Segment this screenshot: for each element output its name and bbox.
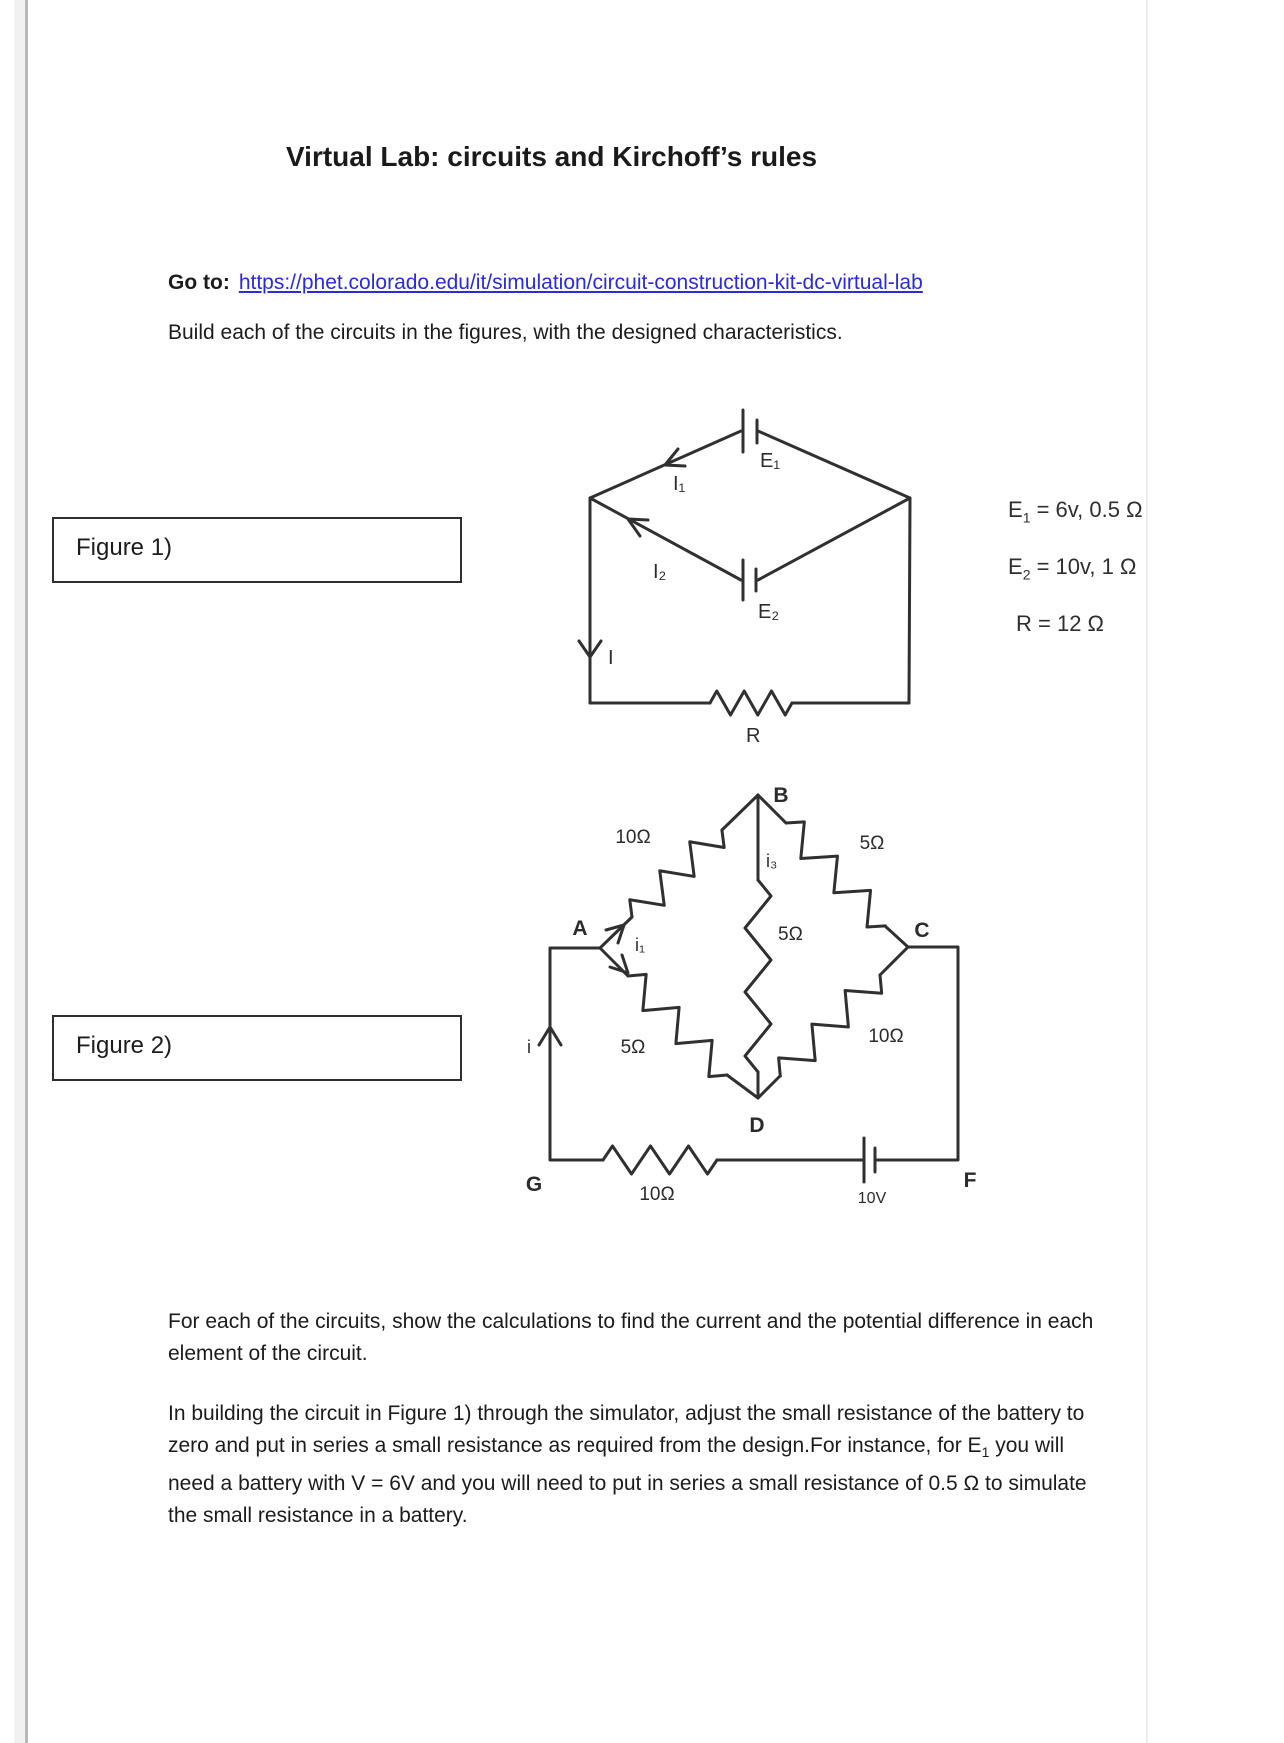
page-left-edge-strip [14,0,25,1743]
instructions-paragraph-1: For each of the circuits, show the calculations to find the current and the potential difference in each element of the circuit. [168,1310,1094,1365]
resistor-zigzag [745,880,771,1072]
wire-right-rail [877,947,958,1160]
resistor-bc-icon [776,813,895,935]
wire-right-rail [909,498,910,703]
goto-label: Go to: [168,271,230,294]
resistor-gf-icon [603,1146,717,1174]
paragraph-2-text-1: In building the circuit in Figure 1) through the simulator, adjust the small resistance of the battery to zero and put in series a small resistance as required from the design.For instance, for E [168,1402,1085,1457]
wire-cd-to-d [758,1076,780,1098]
figure1-circuit [500,360,960,755]
resistor-zigzag [710,691,792,715]
battery-e2-icon [743,560,756,600]
resistor-cd-value: 10Ω [868,1026,904,1047]
param-r: R = 12 Ω [1016,611,1104,636]
resistor-bd-icon [745,880,771,1072]
figure1-label: Figure 1) [76,534,173,561]
wire-topright [758,431,910,498]
wire-ab-to-b [722,795,758,830]
param-e2 [1008,554,1143,583]
node-c: C [914,919,930,942]
figure2-wires [550,795,958,1160]
param-e2-base: E [1008,554,1023,579]
current-i-label: i [527,1037,531,1057]
resistor-ad-value: 5Ω [620,1037,646,1058]
param-e1-value: = 6v, 0.5 Ω [1030,497,1143,522]
paragraph-2-text-2: you will need a battery with V = 6V and you will need to put in series a small resistance of 0.5 Ω to simulate the small resistance in a battery. [168,1434,1087,1528]
battery-10v-icon [864,1138,875,1182]
label-i1: I₁ [673,473,686,495]
instructions-paragraph-2 [168,1398,1113,1532]
resistor-ab-value: 10Ω [615,827,651,848]
current-arrows [539,925,628,1045]
resistor-gf-value: 10Ω [639,1184,675,1205]
wire-left-rail [550,948,603,1160]
battery-10v-value: 10V [857,1190,887,1207]
resistor-ad-icon [618,966,737,1085]
battery-e1-icon [743,410,757,452]
label-i2: I₂ [653,561,667,583]
resistor-zigzag [603,1146,717,1174]
goto-line [168,271,923,295]
resistor-bc-value: 5Ω [859,833,885,854]
resistor-r-icon [710,691,792,715]
param-e1-base: E [1008,497,1023,522]
wire-bc-to-c [885,926,908,947]
wire-a-to-ab [600,917,632,948]
figure1-label-box [52,517,462,583]
wire-ad-to-d [727,1075,758,1098]
page-right-edge-line [1146,0,1148,1743]
figure2-circuit [470,770,1015,1230]
resistor-zigzag [776,813,895,935]
figure1-wires [590,431,910,703]
param-e2-sub: 2 [1022,566,1031,583]
label-i: I [608,647,614,669]
param-e1-sub: 1 [1022,509,1031,526]
phet-simulation-link[interactable]: https://phet.colorado.edu/it/simulation/circuit-construction-kit-dc-virtual-lab [238,271,923,294]
wire-c-to-cd [880,947,908,975]
node-a: A [572,917,588,940]
resistor-zigzag [618,966,737,1085]
label-r: R [746,725,761,747]
node-f: F [963,1169,977,1192]
build-instruction: Build each of the circuits in the figures, with the designed characteristics. [168,321,843,344]
label-e2: E₂ [758,601,780,623]
paragraph-2-subscript: 1 [981,1444,990,1461]
figure1-parameters [1008,497,1143,668]
current-i1-label: i₁ [635,935,646,955]
page-left-edge-line [25,0,28,1743]
resistor-bd-value: 5Ω [778,924,803,945]
figure2-label: Figure 2) [76,1032,173,1059]
page-title: Virtual Lab: circuits and Kirchoff’s rules [286,141,818,172]
figure2-label-box [52,1015,462,1081]
node-d: D [749,1114,765,1137]
label-e1: E₁ [760,450,781,472]
node-b: B [773,784,789,807]
current-arrow-i1-lower [610,955,628,973]
param-e1 [1008,497,1143,526]
param-e2-value: = 10v, 1 Ω [1030,554,1137,579]
node-g: G [525,1173,543,1196]
current-i3-label: i₃ [766,851,778,871]
wire-midright [758,498,910,580]
